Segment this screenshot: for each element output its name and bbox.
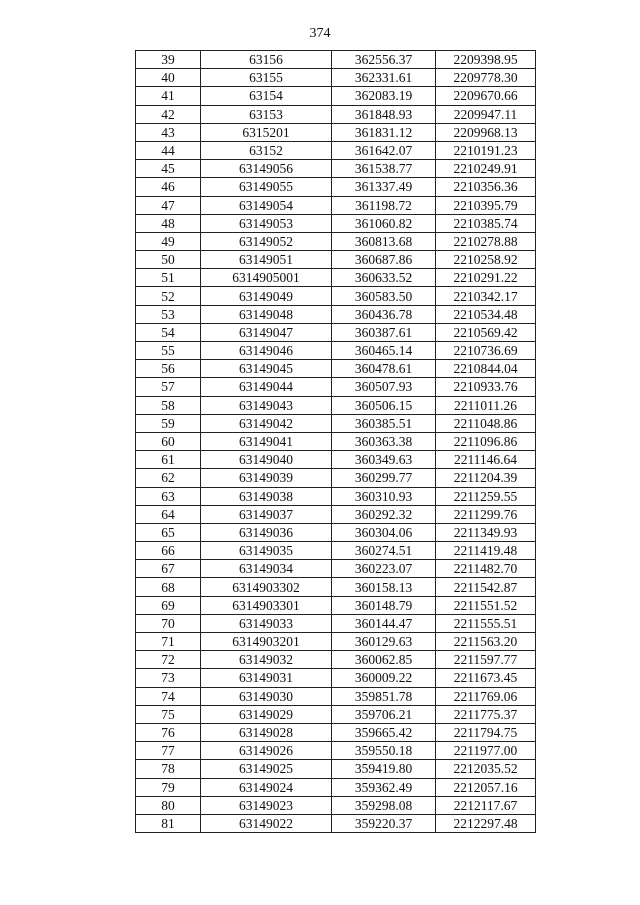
y-coordinate-cell: 2211419.48 — [436, 542, 536, 560]
x-coordinate-cell: 360687.86 — [332, 251, 436, 269]
y-coordinate-cell: 2211204.39 — [436, 469, 536, 487]
point-id-cell: 6314903301 — [201, 596, 332, 614]
point-id-cell: 63149028 — [201, 723, 332, 741]
point-id-cell: 63149033 — [201, 614, 332, 632]
x-coordinate-cell: 360507.93 — [332, 378, 436, 396]
row-index-cell: 71 — [136, 633, 201, 651]
table-row — [136, 287, 536, 305]
row-index-cell: 65 — [136, 523, 201, 541]
y-coordinate-cell: 2211096.86 — [436, 432, 536, 450]
table-row — [136, 814, 536, 832]
x-coordinate-cell: 360349.63 — [332, 451, 436, 469]
table-row — [136, 451, 536, 469]
x-coordinate-cell: 360506.15 — [332, 396, 436, 414]
x-coordinate-cell: 361538.77 — [332, 160, 436, 178]
x-coordinate-cell: 360304.06 — [332, 523, 436, 541]
y-coordinate-cell: 2211563.20 — [436, 633, 536, 651]
table-row — [136, 742, 536, 760]
x-coordinate-cell: 359550.18 — [332, 742, 436, 760]
coordinates-table — [135, 50, 536, 833]
y-coordinate-cell: 2210258.92 — [436, 251, 536, 269]
point-id-cell: 63149030 — [201, 687, 332, 705]
y-coordinate-cell: 2209968.13 — [436, 123, 536, 141]
row-index-cell: 72 — [136, 651, 201, 669]
x-coordinate-cell: 359665.42 — [332, 723, 436, 741]
table-row — [136, 360, 536, 378]
row-index-cell: 68 — [136, 578, 201, 596]
x-coordinate-cell: 361060.82 — [332, 214, 436, 232]
row-index-cell: 52 — [136, 287, 201, 305]
row-index-cell: 67 — [136, 560, 201, 578]
point-id-cell: 63149034 — [201, 560, 332, 578]
y-coordinate-cell: 2211259.55 — [436, 487, 536, 505]
y-coordinate-cell: 2211542.87 — [436, 578, 536, 596]
point-id-cell: 63152 — [201, 141, 332, 159]
row-index-cell: 75 — [136, 705, 201, 723]
point-id-cell: 63149031 — [201, 669, 332, 687]
y-coordinate-cell: 2210356.36 — [436, 178, 536, 196]
y-coordinate-cell: 2210191.23 — [436, 141, 536, 159]
table-row — [136, 123, 536, 141]
row-index-cell: 76 — [136, 723, 201, 741]
x-coordinate-cell: 360223.07 — [332, 560, 436, 578]
point-id-cell: 63149047 — [201, 323, 332, 341]
row-index-cell: 48 — [136, 214, 201, 232]
table-row — [136, 342, 536, 360]
y-coordinate-cell: 2211794.75 — [436, 723, 536, 741]
table-row — [136, 705, 536, 723]
row-index-cell: 77 — [136, 742, 201, 760]
x-coordinate-cell: 359419.80 — [332, 760, 436, 778]
y-coordinate-cell: 2210342.17 — [436, 287, 536, 305]
point-id-cell: 63149053 — [201, 214, 332, 232]
table-row — [136, 669, 536, 687]
table-row — [136, 505, 536, 523]
x-coordinate-cell: 359851.78 — [332, 687, 436, 705]
x-coordinate-cell: 360813.68 — [332, 232, 436, 250]
row-index-cell: 79 — [136, 778, 201, 796]
y-coordinate-cell: 2211482.70 — [436, 560, 536, 578]
x-coordinate-cell: 360144.47 — [332, 614, 436, 632]
x-coordinate-cell: 359298.08 — [332, 796, 436, 814]
point-id-cell: 63149036 — [201, 523, 332, 541]
table-row — [136, 578, 536, 596]
point-id-cell: 63149025 — [201, 760, 332, 778]
page-number: 374 — [309, 26, 331, 41]
y-coordinate-cell: 2209947.11 — [436, 105, 536, 123]
row-index-cell: 64 — [136, 505, 201, 523]
x-coordinate-cell: 361848.93 — [332, 105, 436, 123]
row-index-cell: 58 — [136, 396, 201, 414]
row-index-cell: 53 — [136, 305, 201, 323]
row-index-cell: 81 — [136, 814, 201, 832]
y-coordinate-cell: 2209670.66 — [436, 87, 536, 105]
point-id-cell: 63149046 — [201, 342, 332, 360]
table-row — [136, 469, 536, 487]
table-row — [136, 778, 536, 796]
table-row — [136, 323, 536, 341]
table-row — [136, 160, 536, 178]
y-coordinate-cell: 2211977.00 — [436, 742, 536, 760]
point-id-cell: 63149038 — [201, 487, 332, 505]
point-id-cell: 63155 — [201, 69, 332, 87]
row-index-cell: 47 — [136, 196, 201, 214]
point-id-cell: 63149039 — [201, 469, 332, 487]
y-coordinate-cell: 2211048.86 — [436, 414, 536, 432]
y-coordinate-cell: 2212057.16 — [436, 778, 536, 796]
table-row — [136, 178, 536, 196]
row-index-cell: 41 — [136, 87, 201, 105]
x-coordinate-cell: 359362.49 — [332, 778, 436, 796]
table-row — [136, 105, 536, 123]
y-coordinate-cell: 2211673.45 — [436, 669, 536, 687]
y-coordinate-cell: 2212035.52 — [436, 760, 536, 778]
point-id-cell: 63149041 — [201, 432, 332, 450]
y-coordinate-cell: 2212117.67 — [436, 796, 536, 814]
y-coordinate-cell: 2209398.95 — [436, 51, 536, 69]
x-coordinate-cell: 360274.51 — [332, 542, 436, 560]
point-id-cell: 63149042 — [201, 414, 332, 432]
table-row — [136, 141, 536, 159]
row-index-cell: 45 — [136, 160, 201, 178]
point-id-cell: 63149040 — [201, 451, 332, 469]
y-coordinate-cell: 2211597.77 — [436, 651, 536, 669]
row-index-cell: 59 — [136, 414, 201, 432]
y-coordinate-cell: 2210736.69 — [436, 342, 536, 360]
table-row — [136, 487, 536, 505]
x-coordinate-cell: 360310.93 — [332, 487, 436, 505]
point-id-cell: 6314903201 — [201, 633, 332, 651]
table-row — [136, 633, 536, 651]
table-row — [136, 69, 536, 87]
row-index-cell: 46 — [136, 178, 201, 196]
x-coordinate-cell: 360148.79 — [332, 596, 436, 614]
table-row — [136, 542, 536, 560]
y-coordinate-cell: 2210249.91 — [436, 160, 536, 178]
x-coordinate-cell: 360363.38 — [332, 432, 436, 450]
point-id-cell: 6314905001 — [201, 269, 332, 287]
y-coordinate-cell: 2211769.06 — [436, 687, 536, 705]
table-row — [136, 723, 536, 741]
table-row — [136, 760, 536, 778]
x-coordinate-cell: 362083.19 — [332, 87, 436, 105]
point-id-cell: 63149045 — [201, 360, 332, 378]
x-coordinate-cell: 360478.61 — [332, 360, 436, 378]
x-coordinate-cell: 361337.49 — [332, 178, 436, 196]
x-coordinate-cell: 360129.63 — [332, 633, 436, 651]
table-row — [136, 687, 536, 705]
row-index-cell: 78 — [136, 760, 201, 778]
row-index-cell: 62 — [136, 469, 201, 487]
point-id-cell: 63149049 — [201, 287, 332, 305]
y-coordinate-cell: 2210278.88 — [436, 232, 536, 250]
row-index-cell: 56 — [136, 360, 201, 378]
x-coordinate-cell: 360158.13 — [332, 578, 436, 596]
row-index-cell: 63 — [136, 487, 201, 505]
row-index-cell: 42 — [136, 105, 201, 123]
x-coordinate-cell: 362331.61 — [332, 69, 436, 87]
y-coordinate-cell: 2210291.22 — [436, 269, 536, 287]
point-id-cell: 63149022 — [201, 814, 332, 832]
row-index-cell: 74 — [136, 687, 201, 705]
x-coordinate-cell: 360436.78 — [332, 305, 436, 323]
row-index-cell: 40 — [136, 69, 201, 87]
table-row — [136, 432, 536, 450]
row-index-cell: 44 — [136, 141, 201, 159]
y-coordinate-cell: 2211146.64 — [436, 451, 536, 469]
table-row — [136, 560, 536, 578]
table-row — [136, 651, 536, 669]
x-coordinate-cell: 360387.61 — [332, 323, 436, 341]
y-coordinate-cell: 2210569.42 — [436, 323, 536, 341]
y-coordinate-cell: 2211551.52 — [436, 596, 536, 614]
row-index-cell: 73 — [136, 669, 201, 687]
table-row — [136, 232, 536, 250]
y-coordinate-cell: 2211299.76 — [436, 505, 536, 523]
row-index-cell: 51 — [136, 269, 201, 287]
point-id-cell: 63149051 — [201, 251, 332, 269]
x-coordinate-cell: 360583.50 — [332, 287, 436, 305]
table-row — [136, 523, 536, 541]
row-index-cell: 39 — [136, 51, 201, 69]
row-index-cell: 61 — [136, 451, 201, 469]
table-row — [136, 596, 536, 614]
row-index-cell: 49 — [136, 232, 201, 250]
x-coordinate-cell: 360292.32 — [332, 505, 436, 523]
y-coordinate-cell: 2210534.48 — [436, 305, 536, 323]
row-index-cell: 69 — [136, 596, 201, 614]
point-id-cell: 63149056 — [201, 160, 332, 178]
point-id-cell: 63154 — [201, 87, 332, 105]
point-id-cell: 63149026 — [201, 742, 332, 760]
x-coordinate-cell: 359706.21 — [332, 705, 436, 723]
y-coordinate-cell: 2210933.76 — [436, 378, 536, 396]
x-coordinate-cell: 360385.51 — [332, 414, 436, 432]
row-index-cell: 54 — [136, 323, 201, 341]
x-coordinate-cell: 361642.07 — [332, 141, 436, 159]
table-row — [136, 396, 536, 414]
x-coordinate-cell: 360299.77 — [332, 469, 436, 487]
point-id-cell: 63156 — [201, 51, 332, 69]
point-id-cell: 63149035 — [201, 542, 332, 560]
x-coordinate-cell: 361198.72 — [332, 196, 436, 214]
row-index-cell: 60 — [136, 432, 201, 450]
table-row — [136, 796, 536, 814]
y-coordinate-cell: 2211775.37 — [436, 705, 536, 723]
point-id-cell: 63149037 — [201, 505, 332, 523]
row-index-cell: 80 — [136, 796, 201, 814]
y-coordinate-cell: 2210395.79 — [436, 196, 536, 214]
point-id-cell: 63149052 — [201, 232, 332, 250]
coordinates-table-body — [136, 51, 536, 833]
point-id-cell: 63149055 — [201, 178, 332, 196]
point-id-cell: 63149023 — [201, 796, 332, 814]
table-row — [136, 51, 536, 69]
point-id-cell: 6314903302 — [201, 578, 332, 596]
y-coordinate-cell: 2210385.74 — [436, 214, 536, 232]
y-coordinate-cell: 2209778.30 — [436, 69, 536, 87]
x-coordinate-cell: 359220.37 — [332, 814, 436, 832]
point-id-cell: 63149029 — [201, 705, 332, 723]
row-index-cell: 43 — [136, 123, 201, 141]
table-row — [136, 87, 536, 105]
point-id-cell: 63149048 — [201, 305, 332, 323]
x-coordinate-cell: 362556.37 — [332, 51, 436, 69]
point-id-cell: 63149054 — [201, 196, 332, 214]
table-row — [136, 269, 536, 287]
point-id-cell: 63153 — [201, 105, 332, 123]
table-row — [136, 214, 536, 232]
table-row — [136, 414, 536, 432]
table-row — [136, 196, 536, 214]
row-index-cell: 70 — [136, 614, 201, 632]
row-index-cell: 50 — [136, 251, 201, 269]
point-id-cell: 63149024 — [201, 778, 332, 796]
point-id-cell: 63149043 — [201, 396, 332, 414]
point-id-cell: 6315201 — [201, 123, 332, 141]
table-row — [136, 378, 536, 396]
y-coordinate-cell: 2211349.93 — [436, 523, 536, 541]
table-row — [136, 251, 536, 269]
point-id-cell: 63149044 — [201, 378, 332, 396]
row-index-cell: 57 — [136, 378, 201, 396]
x-coordinate-cell: 360465.14 — [332, 342, 436, 360]
y-coordinate-cell: 2212297.48 — [436, 814, 536, 832]
x-coordinate-cell: 361831.12 — [332, 123, 436, 141]
x-coordinate-cell: 360009.22 — [332, 669, 436, 687]
y-coordinate-cell: 2211011.26 — [436, 396, 536, 414]
point-id-cell: 63149032 — [201, 651, 332, 669]
x-coordinate-cell: 360633.52 — [332, 269, 436, 287]
row-index-cell: 55 — [136, 342, 201, 360]
y-coordinate-cell: 2211555.51 — [436, 614, 536, 632]
x-coordinate-cell: 360062.85 — [332, 651, 436, 669]
y-coordinate-cell: 2210844.04 — [436, 360, 536, 378]
table-row — [136, 614, 536, 632]
row-index-cell: 66 — [136, 542, 201, 560]
table-row — [136, 305, 536, 323]
